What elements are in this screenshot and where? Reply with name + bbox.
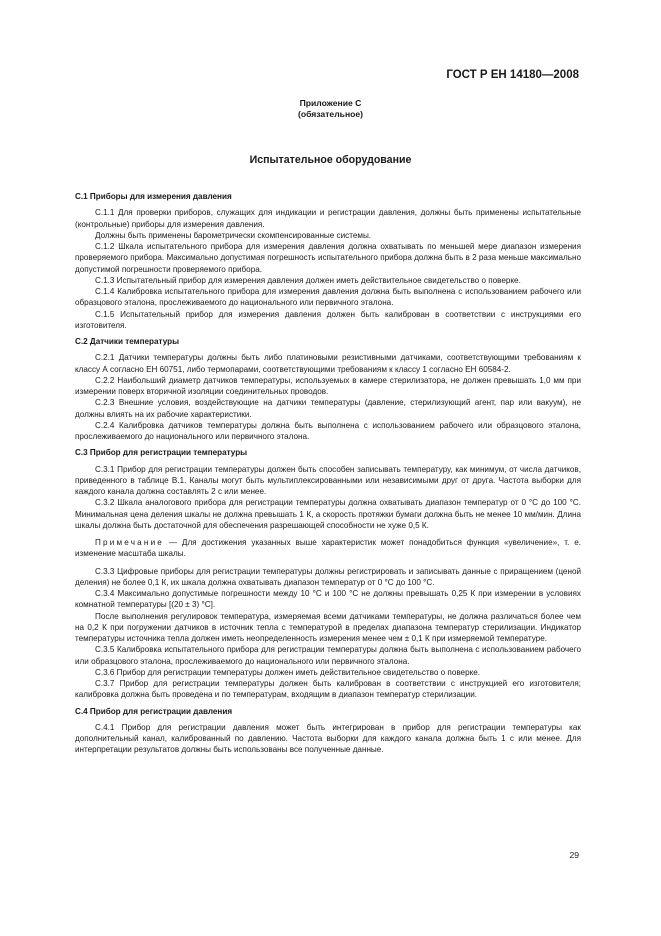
paragraph: С.1.2 Шкала испытательного прибора для измерения давления должна охватывать по меньшей мере диапазон измерения проверяемого прибора. Максимально допустимая погрешность испытательного прибора должна быть в 2 раза меньше максимально допустимой погрешности проверяемого прибора.	[75, 242, 581, 274]
annex-title: Приложение С	[299, 98, 362, 108]
note	[75, 537, 581, 560]
section-heading: С.1 Приборы для измерения давления	[75, 192, 232, 201]
section-heading: С.2 Датчики температуры	[75, 337, 180, 346]
paragraph: С.3.4 Максимально допустимые погрешности между 10 °С и 100 °С не должны превышать 0,25 К при измерении в условиях комнатной температуры [(20 ± 3) °С].	[75, 589, 581, 610]
paragraph: С.1.4 Калибровка испытательного прибора для измерения давления должна быть выполнена с использованием рабочего или образцового эталона, прослеживаемого до национального или первичного эталона.	[75, 287, 581, 308]
paragraph: С.2.4 Калибровка датчиков температуры должна быть выполнена с использованием рабочего или образцового эталона, прослеживаемого до национального или первичного эталона.	[75, 420, 581, 441]
document-body	[75, 191, 581, 756]
paragraph: После выполнения регулировок температура, измеряемая всеми датчиками температуры, не должна различаться более чем на 0,2 К при погружении датчиков в источник тепла с температурой в пределах диапазона температур стерилизации. Индикатор температуры источника тепла должен иметь неопределенность измерения менее чем ± 0,1 К при измеряемой температуре.	[75, 611, 581, 643]
paragraph: С.3.5 Калибровка испытательного прибора для регистрации температуры должна быть выполнена с использованием рабочего или образцового эталона, прослеживаемого до национального или первичного эталона.	[75, 645, 581, 666]
page-number: 29	[569, 850, 579, 860]
paragraph: С.1.1 Для проверки приборов, служащих для индикации и регистрации давления, должны быть применены испытательные (контрольные) приборы для измерения давления.	[75, 208, 581, 229]
section-heading: С.3 Прибор для регистрации температуры	[75, 448, 248, 458]
paragraph: С.3.2 Шкала аналогового прибора для регистрации температуры должна охватывать диапазон температур от 0 °С до 100 °С. Минимальная цена деления шкалы не должна превышать 1 К, а скорость протяжки бумаги должна быть не менее 10 мм/мин. Длина шкалы должна быть достаточной для обеспечения разрешающей способности не хуже 0,5 К.	[75, 498, 581, 530]
paragraph: Должны быть применены барометрически скомпенсированные системы.	[95, 230, 372, 240]
paragraph: С.2.2 Наибольший диаметр датчиков температуры, используемых в камере стерилизатора, не должен превышать 1,0 мм при измерении поверх вторичной изоляции соединительных проводов.	[75, 375, 581, 396]
section-heading: С.4 Прибор для регистрации давления	[75, 706, 233, 716]
paragraph: С.3.6 Прибор для регистрации температуры должен иметь действительное свидетельство о поверке.	[95, 667, 481, 677]
annex-status: (обязательное)	[297, 109, 364, 119]
page-title: Испытательное оборудование	[249, 154, 412, 166]
paragraph: С.3.7 Прибор для регистрации температуры должен быть калиброван в соответствии с инструкцией его изготовителя; калибровка должна быть проведена и по температурам, входящим в диапазон температур стерилизации.	[75, 679, 581, 700]
paragraph: С.3.3 Цифровые приборы для регистрации температуры должны регистрировать и записывать данные с приращением (ценой деления) не более 0,1 К, их шкала должна охватывать диапазон температур от 0 °С до 100 °С.	[75, 566, 581, 587]
paragraph: С.3.1 Прибор для регистрации температуры должен быть способен записывать температуру, как минимум, от числа датчиков, приведенного в таблице В.1. Каналы могут быть мультиплексированными или независимыми друг от друга. Частота выборки для каждого канала должна составлять 2 с или менее.	[75, 464, 581, 496]
standard-code: ГОСТ Р ЕН 14180—2008	[446, 69, 579, 81]
paragraph: С.1.5 Испытательный прибор для измерения давления должен быть калиброван в соответствии с инструкциями его изготовителя.	[75, 309, 581, 330]
note-text: — Для достижения указанных выше характеристик может понадобиться функция «увеличение», т. е. изменение масштаба шкалы.	[75, 538, 581, 559]
paragraph: С.2.1 Датчики температуры должны быть либо платиновыми резистивными датчиками, соответствующими требованиям к классу А согласно ЕН 60751, либо термопарами, соответствующими требованиям к классу 1 согласно ЕН 60584-2.	[75, 353, 581, 374]
paragraph: С.1.3 Испытательный прибор для измерения давления должен иметь действительное свидетельство о поверке.	[95, 275, 521, 285]
note-label: Примечание	[95, 538, 165, 547]
paragraph: С.2.3 Внешние условия, воздействующие на датчики температуры (давление, стерилизующий агент, пар или вакуум), не должны влиять на их рабочие характеристики.	[75, 398, 581, 419]
paragraph: С.4.1 Прибор для регистрации давления может быть интегрирован в прибор для регистрации температуры как дополнительный канал, калиброванный по давлению. Частота выборки для каждого канала должна быть 1 с или менее. Для интерпретации результатов должны быть использованы все полученные данные.	[75, 722, 581, 755]
